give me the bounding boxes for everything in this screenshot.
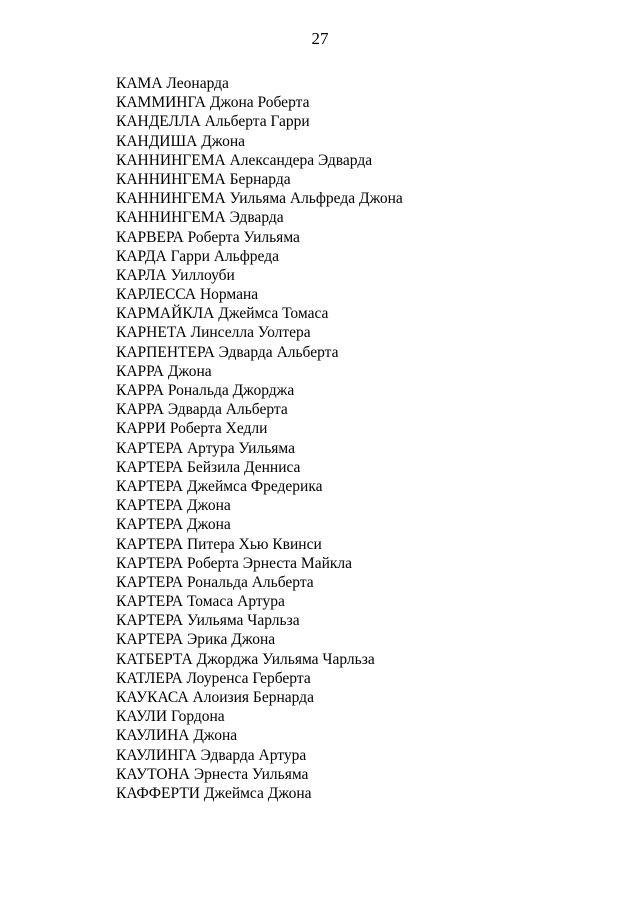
list-item: КАНДИША Джона — [116, 132, 246, 150]
list-item: КАРРА Рональда Джорджа — [116, 382, 295, 399]
list-item: КАУТОНА Эрнеста Уильяма — [116, 765, 309, 783]
list-item: КАУЛИНА Джона — [116, 727, 238, 745]
list-item: КАФФЕРТИ Джеймса Джона — [116, 784, 312, 802]
list-item: КАРТЕРА Роберта Эрнеста Майкла — [116, 554, 353, 572]
list-item: КАРТЕРА Эрика Джона — [116, 631, 276, 649]
list-item: КАРПЕНТЕРА Эдварда Альберта — [116, 343, 339, 361]
list-item: КАТБЕРТА Джорджа Уильяма Чарльза — [116, 650, 375, 668]
list-item: КАРТЕРА Уильяма Чарльза — [116, 612, 300, 630]
list-item: КАННИНГЕМА Уильяма Альфреда Джона — [116, 190, 403, 208]
list-item: КАНДЕЛЛА Альберта Гарри — [116, 113, 310, 131]
list-item: КАННИНГЕМА Эдварда — [116, 209, 284, 227]
list-item: КАУКАСА Алоизия Бернарда — [116, 689, 314, 706]
list-item: КАРДА Гарри Альфреда — [116, 247, 279, 265]
list-item: КАРРИ Роберта Хедли — [116, 420, 268, 438]
list-item: КАРРА Джона — [116, 362, 212, 380]
list-item: КАМА Леонарда — [116, 75, 229, 92]
list-item: КАРТЕРА Джона — [116, 516, 231, 534]
list-item: КАРТЕРА Томаса Артура — [116, 593, 285, 611]
list-item: КАРТЕРА Артура Уильяма — [116, 439, 295, 457]
name-list — [116, 74, 403, 803]
list-item: КАРТЕРА Бейзила Денниса — [116, 458, 301, 476]
list-item: КАННИНГЕМА Александера Эдварда — [116, 151, 373, 169]
list-item: КАРЛЕССА Нормана — [116, 286, 259, 304]
list-item: КАТЛЕРА Лоуренса Герберта — [116, 669, 311, 687]
list-item: КАММИНГА Джона Роберта — [116, 94, 310, 112]
list-item: КАРНЕТА Линселла Уолтера — [116, 324, 311, 342]
list-item: КАРТЕРА Рональда Альберта — [116, 573, 314, 591]
list-item: КАРВЕРА Роберта Уильяма — [116, 228, 300, 246]
list-item: КАУЛИНГА Эдварда Артура — [116, 746, 307, 764]
list-item: КАННИНГЕМА Бернарда — [116, 170, 291, 188]
list-item: КАРТЕРА Джеймса Фредерика — [116, 477, 323, 495]
list-item: КАРМАЙКЛА Джеймса Томаса — [116, 305, 329, 323]
list-item: КАРРА Эдварда Альберта — [116, 401, 288, 419]
list-item: КАРЛА Уиллоуби — [116, 266, 235, 284]
list-item: КАРТЕРА Джона — [116, 497, 231, 515]
page-number: 27 — [311, 29, 329, 48]
list-item: КАУЛИ Гордона — [116, 708, 225, 726]
list-item: КАРТЕРА Питера Хью Квинси — [116, 535, 322, 553]
